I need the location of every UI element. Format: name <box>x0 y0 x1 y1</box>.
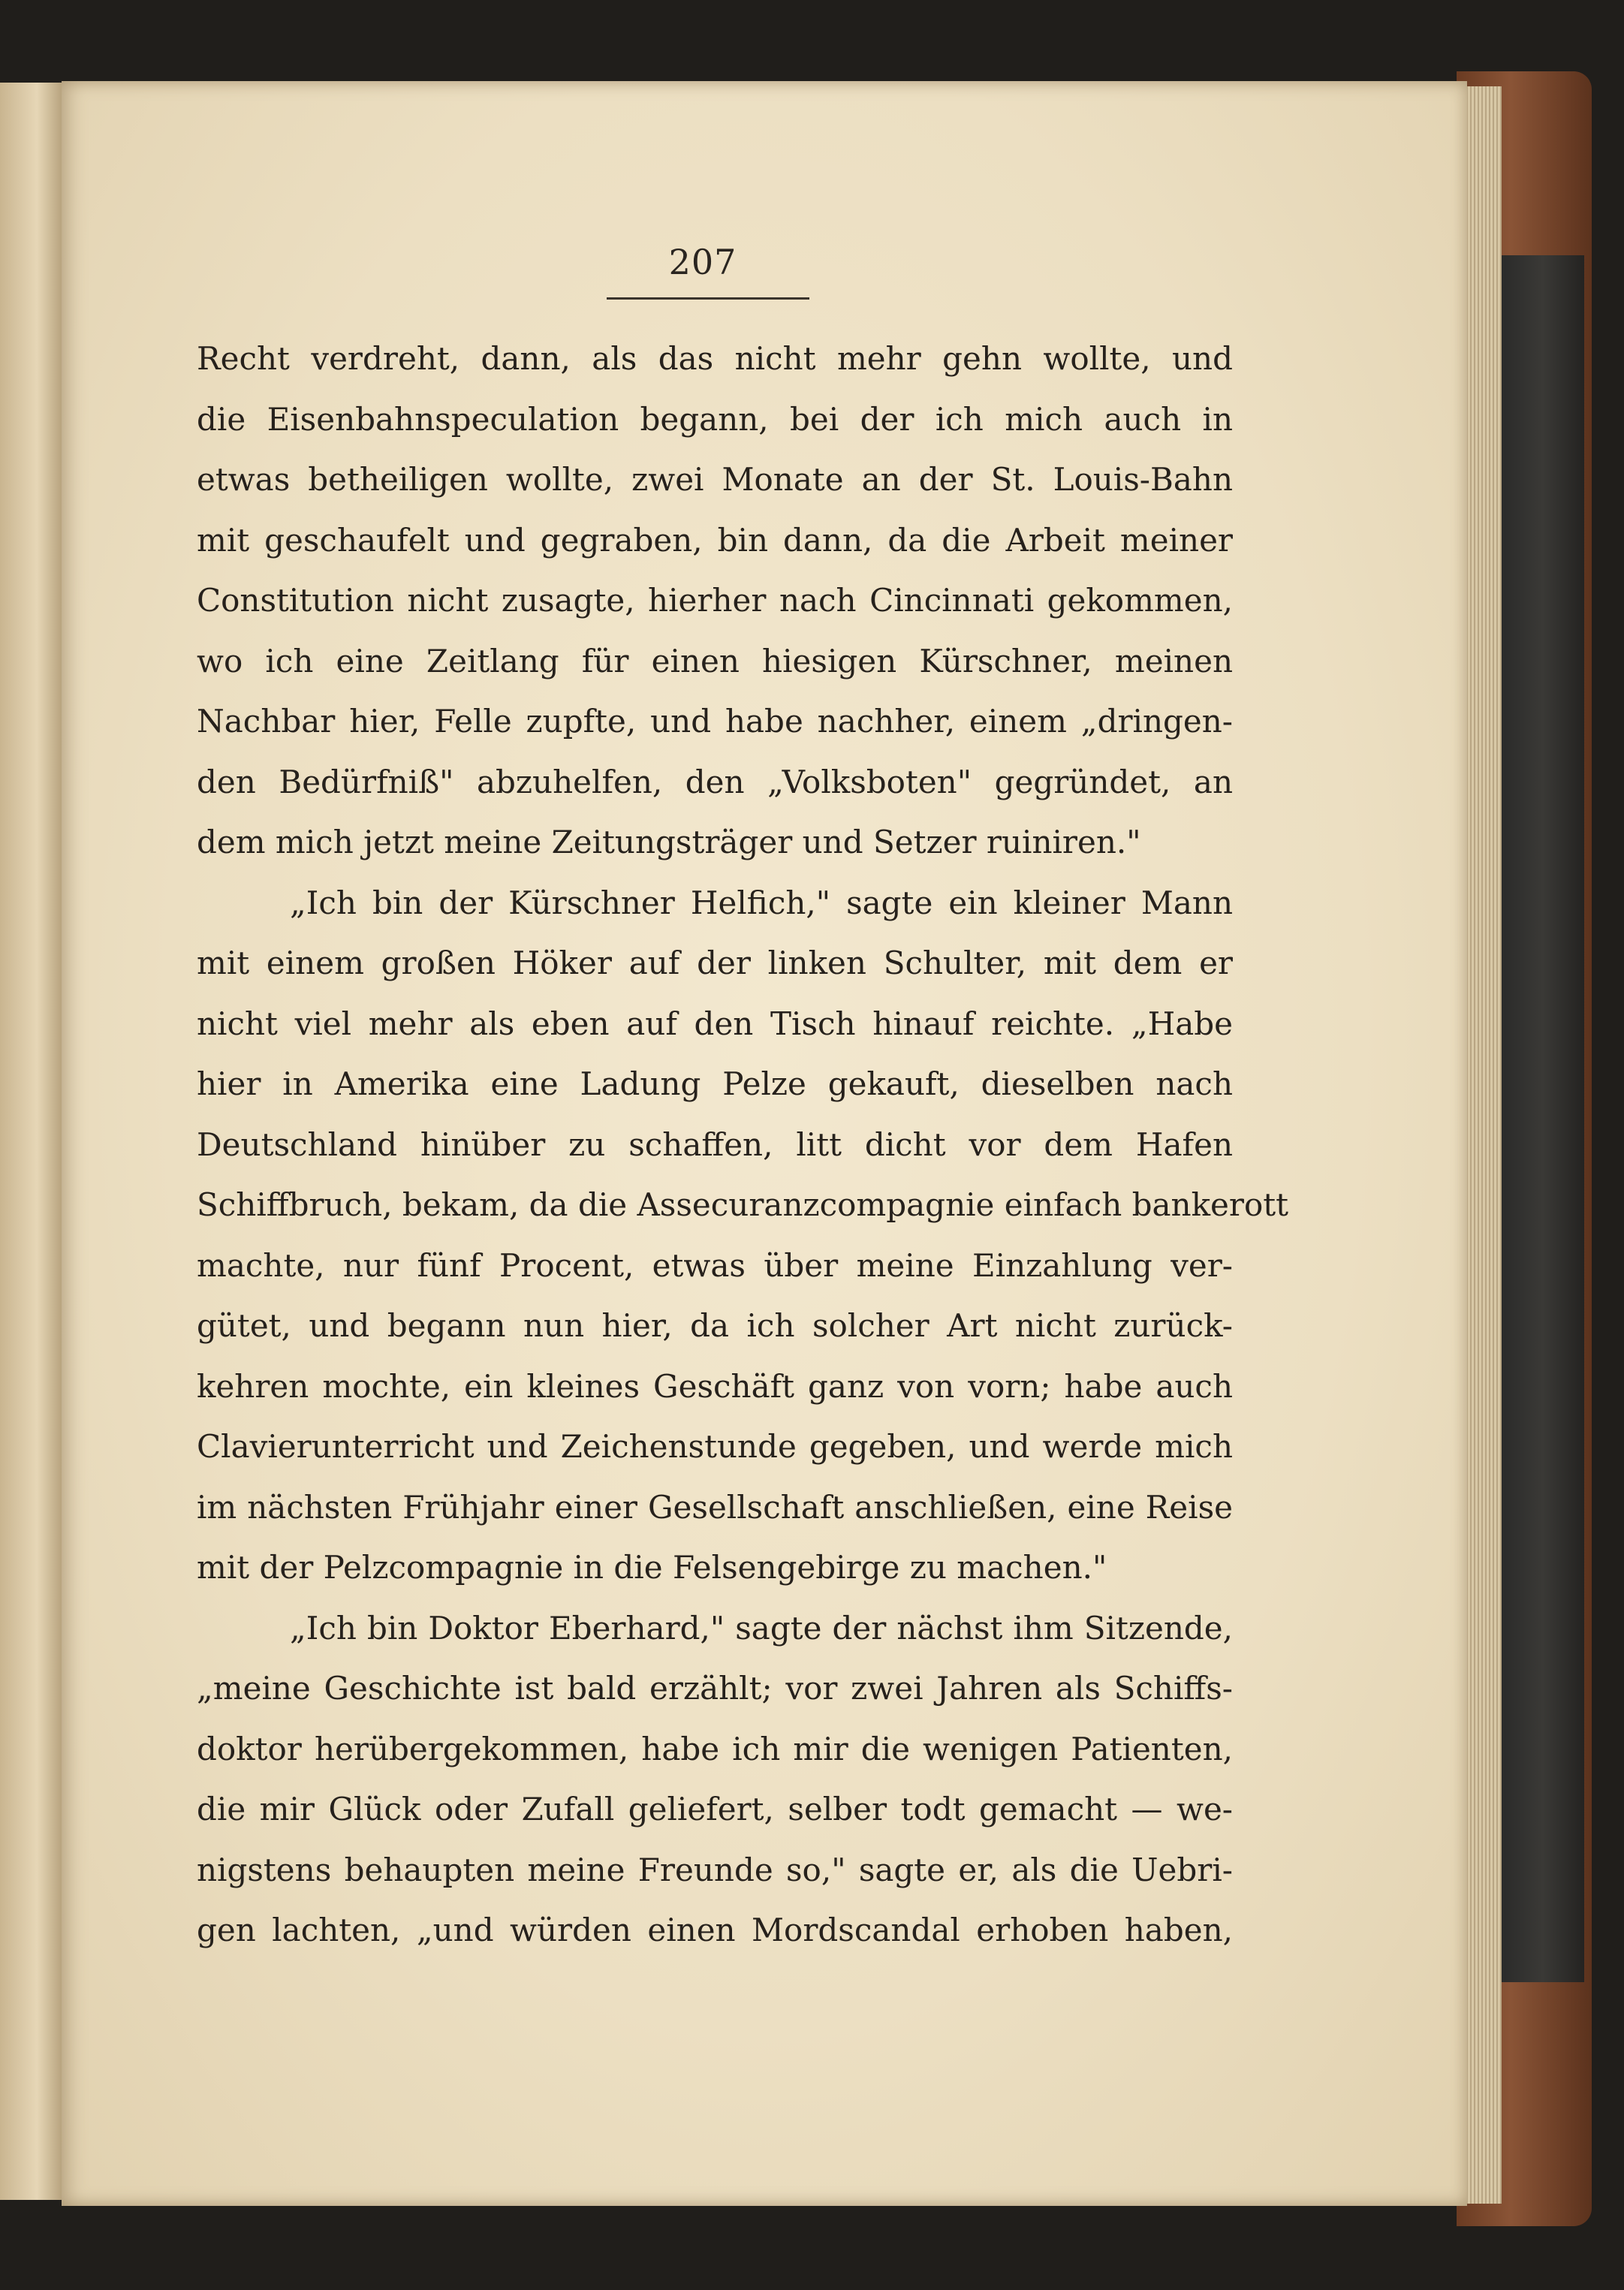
text-line: doktor herübergekommen, habe ich mir die wenigen Patienten, <box>197 1730 1233 1767</box>
text-line: im nächsten Frühjahr einer Gesellschaft anschließen, eine Reise <box>197 1488 1233 1526</box>
book-spine-cloth <box>1502 255 1584 1982</box>
page-number: 207 <box>668 242 737 282</box>
left-page-edge <box>0 83 63 2200</box>
text-line: den Bedürfniß" abzuhelfen, den „Volksboten" gegründet, an <box>197 763 1233 800</box>
text-line: die Eisenbahnspeculation begann, bei der ich mich auch in <box>197 400 1233 438</box>
text-line: gütet, und begann nun hier, da ich solcher Art nicht zurück- <box>197 1307 1233 1344</box>
text-line: etwas betheiligen wollte, zwei Monate an der St. Louis-Bahn <box>197 461 1233 498</box>
text-line: dem mich jetzt meine Zeitungsträger und Setzer ruiniren." <box>197 824 1141 860</box>
text-line: machte, nur fünf Procent, etwas über meine Einzahlung ver- <box>197 1246 1233 1284</box>
header-rule <box>607 297 809 300</box>
text-line: „Ich bin Doktor Eberhard," sagte der nächst ihm Sitzende, <box>290 1609 1233 1647</box>
text-line: Deutschland hinüber zu schaffen, litt dicht vor dem Hafen <box>197 1125 1233 1163</box>
text-line: hier in Amerika eine Ladung Pelze gekauft, dieselben nach <box>197 1065 1233 1102</box>
page-text <box>197 329 1289 1961</box>
text-line: mit geschaufelt und gegraben, bin dann, da die Arbeit meiner <box>197 521 1233 559</box>
text-line: nicht viel mehr als eben auf den Tisch hinauf reichte. „Habe <box>197 1005 1233 1042</box>
text-line: Nachbar hier, Felle zupfte, und habe nachher, einem „dringen- <box>197 703 1233 740</box>
text-line: Recht verdreht, dann, als das nicht mehr gehn wollte, und <box>197 340 1233 377</box>
text-line: Clavierunterricht und Zeichenstunde gegeben, und werde mich <box>197 1428 1233 1465</box>
text-line: wo ich eine Zeitlang für einen hiesigen Kürschner, meinen <box>197 642 1233 679</box>
text-line: Schiffbruch, bekam, da die Assecuranzcompagnie einfach bankerott <box>197 1186 1289 1223</box>
page-stack-edge <box>1464 86 1502 2204</box>
text-line: mit einem großen Höker auf der linken Schulter, mit dem er <box>197 945 1233 981</box>
text-line: mit der Pelzcompagnie in die Felsengebirge zu machen." <box>197 1549 1107 1586</box>
text-line: nigstens behaupten meine Freunde so," sagte er, als die Uebri- <box>197 1851 1233 1888</box>
text-line: die mir Glück oder Zufall geliefert, selber todt gemacht — we- <box>197 1791 1233 1827</box>
text-line: Constitution nicht zusagte, hierher nach Cincinnati gekommen, <box>197 582 1233 619</box>
text-line: „meine Geschichte ist bald erzählt; vor zwei Jahren als Schiffs- <box>197 1670 1233 1707</box>
text-line: kehren mochte, ein kleines Geschäft ganz von vorn; habe auch <box>197 1367 1233 1405</box>
text-line: „Ich bin der Kürschner Helfich," sagte ein kleiner Mann <box>290 884 1233 921</box>
text-line: gen lachten, „und würden einen Mordscandal erhoben haben, <box>197 1912 1233 1948</box>
